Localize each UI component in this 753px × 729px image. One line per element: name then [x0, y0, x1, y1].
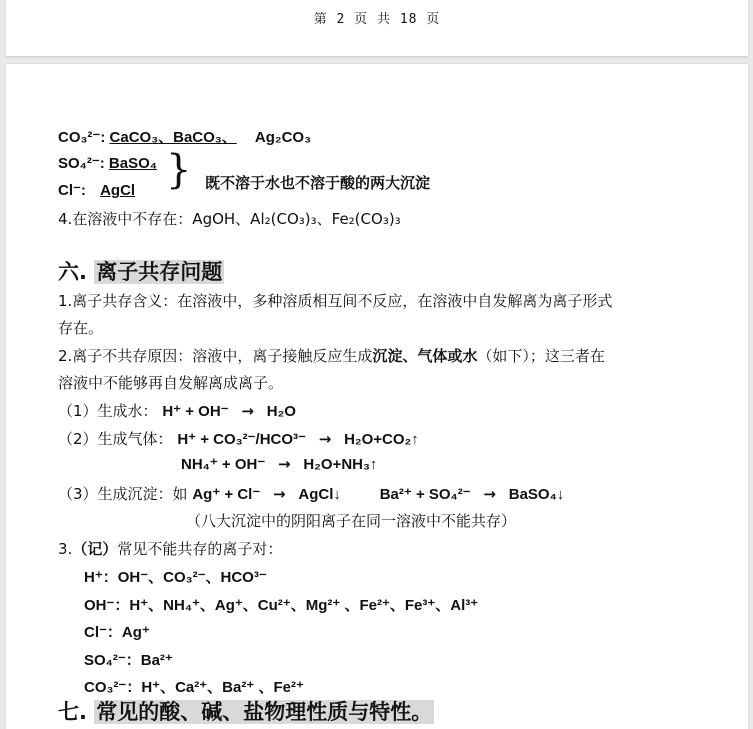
para-3-line: 3.（记）常见不能共存的离子对： — [58, 540, 283, 558]
brace-annotation: 既不溶于水也不溶于酸的两大沉淀 — [205, 174, 431, 192]
curly-brace-icon: } — [166, 147, 192, 193]
section-7-heading: 七. 常见的酸、碱、盐物理性质与特性。 — [58, 700, 433, 724]
para-1-line-2: 存在。 — [58, 319, 104, 337]
section-6-heading: 六. 离子共存问题 — [58, 260, 223, 284]
ion-pair-so4: SO₄²⁻：Ba²⁺ — [84, 652, 173, 669]
item-4-line: 4.在溶液中不存在：AgOH、Al₂(CO₃)₃、Fe₂(CO₃)₃ — [58, 210, 401, 228]
ion-pair-h: H⁺：OH⁻、CO₃²⁻、HCO³⁻ — [84, 569, 267, 586]
cl-precipitates-line: Cl⁻: AgCl — [58, 182, 136, 199]
arrow-icon: → — [241, 402, 254, 420]
reaction-gas-2: NH₄⁺ + OH⁻ → H₂O+NH₃↑ — [181, 455, 378, 473]
reaction-gas-1: （2）生成气体： H⁺ + CO₃²⁻/HCO³⁻ → H₂O+CO₂↑ — [58, 430, 419, 448]
para-1-line-1: 1.离子共存含义：在溶液中，多种溶质相互间不反应，在溶液中自发解离为离子形式 — [58, 292, 613, 310]
arrow-icon: → — [483, 485, 496, 503]
para-2-line-2: 溶液中不能够再自发解离成离子。 — [58, 374, 284, 392]
ion-pair-cl: Cl⁻：Ag⁺ — [84, 624, 150, 641]
arrow-icon: → — [273, 485, 286, 503]
ion-pair-oh: OH⁻：H⁺、NH₄⁺、Ag⁺、Cu²⁺、Mg²⁺ 、Fe²⁺、Fe³⁺、Al³⁺ — [84, 597, 479, 614]
reaction-precipitate: （3）生成沉淀：如 Ag⁺ + Cl⁻ → AgCl↓ Ba²⁺ + SO₄²⁻ → BaSO₄↓ — [58, 485, 565, 503]
arrow-icon: → — [278, 455, 291, 473]
precipitate-note: （八大沉淀中的阴阳离子在同一溶液中不能共存） — [186, 512, 517, 530]
para-2-line-1: 2.离子不共存原因：溶液中，离子接触反应生成沉淀、气体或水（如下）；这三者在 — [58, 347, 605, 365]
document-page — [6, 64, 748, 729]
reaction-water: （1）生成水： H⁺ + OH⁻ → H₂O — [58, 402, 296, 420]
ion-pair-co3: CO₃²⁻：H⁺、Ca²⁺、Ba²⁺ 、Fe²⁺ — [84, 679, 304, 696]
arrow-icon: → — [318, 430, 332, 448]
page-footer: 第 2 页 共 18 页 — [313, 12, 441, 27]
previous-page-bottom — [6, 0, 748, 56]
so4-precipitates-line: SO₄²⁻: BaSO₄ — [58, 155, 157, 172]
co3-precipitates-line: CO₃²⁻: CaCO₃、BaCO₃、 Ag₂CO₃ — [58, 129, 312, 146]
